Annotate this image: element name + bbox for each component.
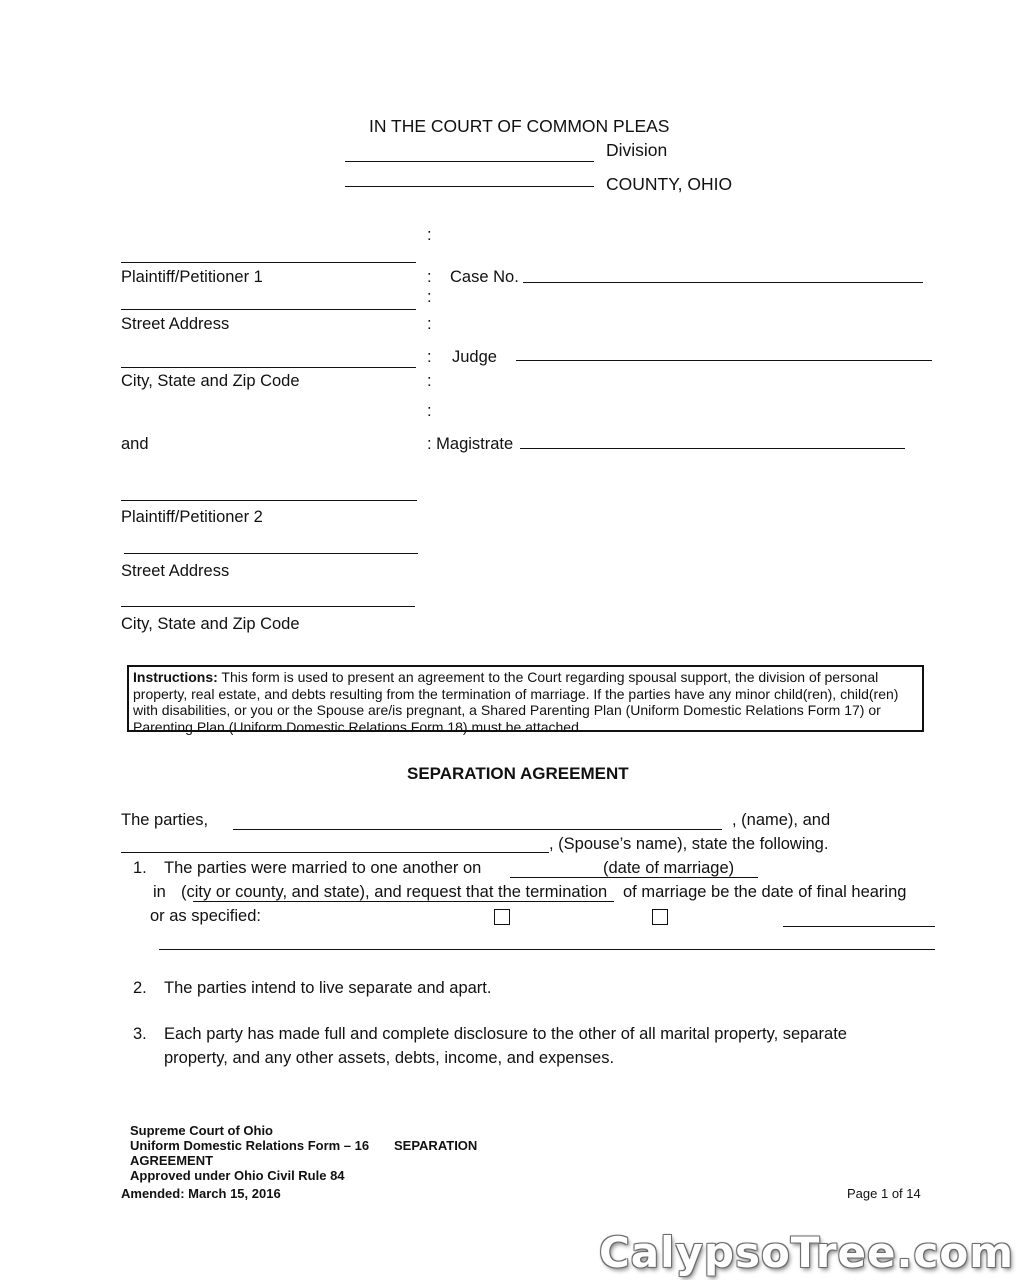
instructions-label: Instructions: bbox=[133, 669, 218, 685]
specified-date-line[interactable] bbox=[783, 926, 935, 927]
city1-line[interactable] bbox=[121, 367, 416, 368]
watermark-logo: CalypsoTree.com bbox=[598, 1228, 1014, 1277]
colon: : bbox=[427, 315, 432, 333]
name-suffix: , (name), and bbox=[732, 811, 831, 829]
county-line[interactable] bbox=[345, 186, 594, 187]
specified-detail-line[interactable] bbox=[159, 949, 935, 950]
city2-label: City, State and Zip Code bbox=[121, 615, 300, 633]
parties-prefix: The parties, bbox=[121, 811, 209, 829]
plaintiff1-label: Plaintiff/Petitioner 1 bbox=[121, 268, 263, 286]
and-label: and bbox=[121, 435, 149, 453]
item2-text: The parties intend to live separate and apart. bbox=[164, 979, 492, 997]
plaintiff1-name-line[interactable] bbox=[121, 262, 416, 263]
colon: : bbox=[427, 226, 432, 244]
county-label: COUNTY, OHIO bbox=[606, 174, 733, 194]
city1-label: City, State and Zip Code bbox=[121, 372, 300, 390]
item2-number: 2. bbox=[133, 979, 147, 997]
footer-approved: Approved under Ohio Civil Rule 84 bbox=[130, 1168, 345, 1183]
division-label: Division bbox=[606, 140, 668, 160]
instructions-box bbox=[127, 665, 924, 735]
magistrate-label: : Magistrate bbox=[427, 435, 514, 453]
as-specified-checkbox[interactable] bbox=[652, 909, 668, 925]
judge-label: Judge bbox=[452, 348, 497, 366]
division-line[interactable] bbox=[345, 161, 594, 162]
colon: : bbox=[427, 402, 432, 420]
footer-form-title-a: SEPARATION bbox=[394, 1138, 478, 1153]
footer-form: Uniform Domestic Relations Form – 16 bbox=[130, 1138, 370, 1153]
marriage-place-line[interactable] bbox=[193, 901, 614, 902]
marriage-date-label: (date of marriage) bbox=[603, 859, 735, 877]
page-number: Page 1 of 14 bbox=[847, 1186, 921, 1201]
item1-text: The parties were married to one another on bbox=[164, 859, 482, 877]
colon: : bbox=[427, 288, 432, 306]
spouse-suffix: , (Spouse’s name), state the following. bbox=[549, 835, 829, 853]
judge-line[interactable] bbox=[516, 360, 932, 361]
item1-in: in bbox=[153, 883, 166, 901]
street2-line[interactable] bbox=[124, 553, 418, 554]
item3-text-line1: Each party has made full and complete disclosure to the other of all marital property, separate bbox=[164, 1025, 847, 1043]
spouse-name-line[interactable] bbox=[121, 852, 549, 853]
case-no-line[interactable] bbox=[523, 282, 923, 283]
item1-rest: of marriage be the date of final hearing bbox=[623, 883, 907, 901]
item3-text-line2: property, and any other assets, debts, income, and expenses. bbox=[164, 1049, 615, 1067]
agreement-title: SEPARATION AGREEMENT bbox=[407, 764, 629, 783]
plaintiff2-label: Plaintiff/Petitioner 2 bbox=[121, 508, 263, 526]
footer-court: Supreme Court of Ohio bbox=[130, 1123, 273, 1138]
street1-label: Street Address bbox=[121, 315, 230, 333]
footer-form-title-b: AGREEMENT bbox=[130, 1153, 214, 1168]
instructions-text: This form is used to present an agreement to the Court regarding spousal support, the division of personal property, real estate, and debts resulting from the termination of marriage. If the parties have any minor child(ren), child(ren) with disabilities, or you or the Spouse are/is pregnant, a Shared Parenting Plan (Uniform Domestic Relations Form 17) or Parenting Plan (Uniform Domestic Relations Form 18) must be attached. bbox=[133, 669, 899, 735]
colon: : bbox=[427, 268, 432, 286]
item1-or: or as specified: bbox=[150, 907, 261, 925]
colon: : bbox=[427, 348, 432, 366]
party-name-line[interactable] bbox=[233, 829, 722, 830]
case-no-label: Case No. bbox=[450, 268, 519, 286]
street2-label: Street Address bbox=[121, 562, 230, 580]
item3-number: 3. bbox=[133, 1025, 147, 1043]
item1-number: 1. bbox=[133, 859, 147, 877]
marriage-place-label: (city or county, and state), and request that the termination bbox=[181, 883, 608, 901]
court-title: IN THE COURT OF COMMON PLEAS bbox=[369, 116, 670, 136]
city2-line[interactable] bbox=[121, 606, 415, 607]
plaintiff2-name-line[interactable] bbox=[121, 500, 417, 501]
magistrate-line[interactable] bbox=[520, 448, 905, 449]
final-hearing-checkbox[interactable] bbox=[494, 909, 510, 925]
colon: : bbox=[427, 372, 432, 390]
street1-line[interactable] bbox=[121, 309, 416, 310]
footer-amended: Amended: March 15, 2016 bbox=[121, 1186, 281, 1201]
